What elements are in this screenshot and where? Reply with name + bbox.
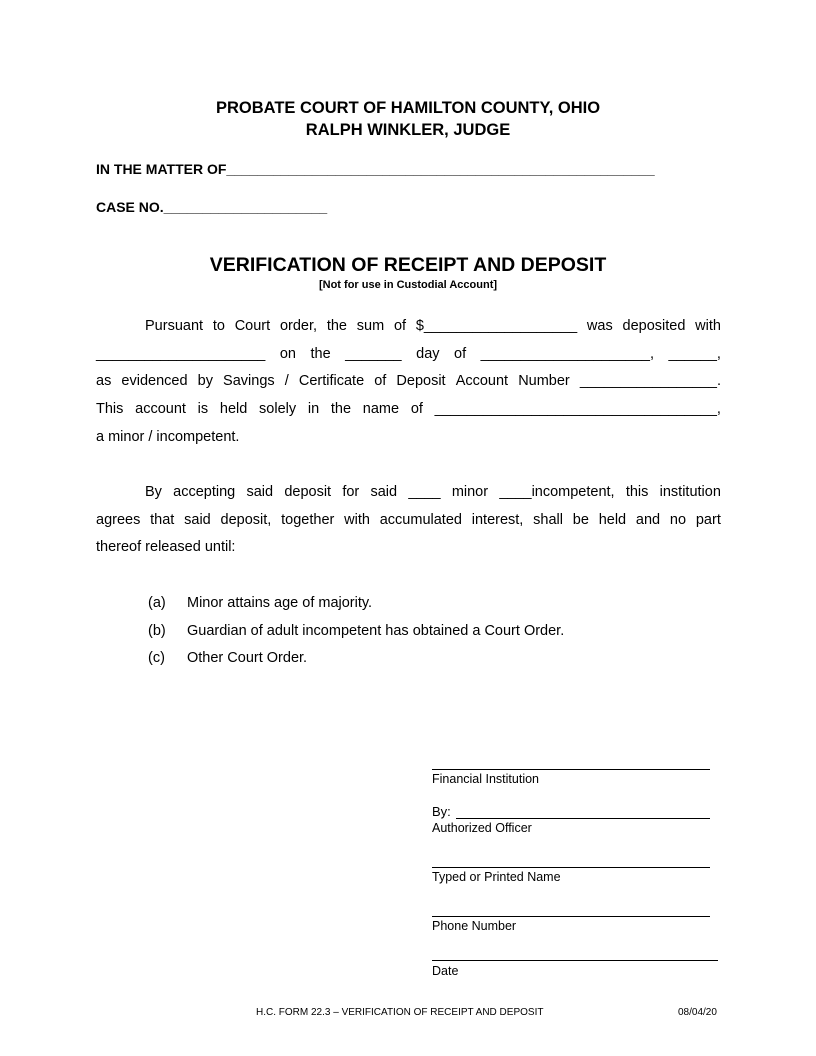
- word: was: [586, 318, 613, 334]
- condition-text: Minor attains age of majority.: [187, 595, 373, 611]
- word: _____________________: [96, 345, 266, 362]
- condition-item: [148, 645, 564, 673]
- word: sum: [356, 318, 385, 334]
- word: Pursuant: [145, 318, 204, 334]
- word: said: [184, 511, 211, 528]
- phone-number-label: Phone Number: [432, 919, 517, 933]
- word: agrees: [96, 511, 141, 528]
- condition-text: Guardian of adult incompetent has obtained a Court Order.: [187, 622, 565, 639]
- word: as: [96, 373, 112, 390]
- word: for: [342, 484, 360, 500]
- word: order,: [279, 318, 318, 334]
- word: name: [362, 401, 400, 418]
- word: the: [310, 345, 331, 362]
- paragraph1-line3: [96, 368, 721, 396]
- date-line[interactable]: [432, 960, 718, 961]
- word: and: [635, 511, 661, 528]
- word: solely: [259, 401, 297, 418]
- word: minor: [451, 484, 489, 500]
- word: _________________.: [579, 373, 721, 390]
- word: that: [150, 511, 175, 528]
- word: account: [135, 401, 186, 418]
- form-subtitle: [Not for use in Custodial Account]: [318, 279, 498, 291]
- word: to: [212, 318, 225, 334]
- judge-name: RALPH WINKLER, JUDGE: [305, 121, 511, 139]
- conditions-list: [148, 590, 564, 673]
- word: deposit,: [220, 511, 272, 528]
- word: ______,: [668, 345, 721, 362]
- case-number-field[interactable]: CASE NO._____________________: [96, 199, 328, 215]
- condition-item: [148, 618, 564, 646]
- footer-form-name: H.C. FORM 22.3 – VERIFICATION OF RECEIPT AND DEPOSIT: [256, 1007, 544, 1018]
- word: said: [370, 484, 398, 500]
- word: in: [307, 401, 320, 418]
- condition-label: (c): [148, 650, 165, 667]
- word: of: [410, 401, 423, 418]
- paragraph2-line3: thereof released until:: [96, 539, 236, 556]
- word: no: [669, 511, 687, 528]
- footer-form-date: 08/04/20: [678, 1007, 717, 1018]
- word: Number: [518, 373, 570, 390]
- word: said: [246, 484, 274, 500]
- word: interest,: [471, 511, 524, 528]
- word: of: [374, 373, 387, 390]
- word: by: [197, 373, 213, 390]
- court-header: [0, 97, 816, 141]
- word: of: [393, 318, 407, 334]
- deposit-paragraph: [96, 313, 721, 452]
- word: _______: [345, 345, 402, 362]
- word: of: [454, 345, 467, 362]
- word: Deposit: [396, 373, 446, 390]
- word: $___________________: [415, 318, 578, 334]
- word: with: [344, 511, 370, 528]
- paragraph1-line2: [96, 341, 721, 369]
- word: evidenced: [121, 373, 188, 390]
- word: ____: [408, 484, 441, 500]
- condition-item: [148, 590, 564, 618]
- word: deposit: [284, 484, 332, 500]
- authorized-officer-line[interactable]: [456, 818, 710, 819]
- paragraph2-line1: [96, 479, 721, 507]
- paragraph1-line5: a minor / incompetent.: [96, 428, 240, 445]
- typed-name-line[interactable]: [432, 867, 710, 868]
- condition-label: (b): [148, 622, 166, 639]
- word: the: [330, 401, 352, 418]
- word: held: [219, 401, 248, 418]
- word: held: [598, 511, 627, 528]
- word: accepting: [173, 484, 236, 500]
- date-label: Date: [432, 964, 459, 978]
- form-title: VERIFICATION OF RECEIPT AND DEPOSIT: [209, 254, 607, 276]
- paragraph1-line1: [96, 313, 721, 341]
- word: _____________________,: [480, 345, 654, 362]
- word: By: [145, 484, 162, 500]
- word: ___________________________________,: [434, 401, 721, 418]
- typed-name-label: Typed or Printed Name: [432, 870, 561, 884]
- word: institution: [659, 484, 721, 500]
- word: shall: [533, 511, 563, 528]
- release-paragraph: [96, 479, 721, 562]
- word: with: [695, 318, 721, 334]
- paragraph1-line4: [96, 396, 721, 424]
- word: the: [326, 318, 347, 334]
- word: This: [96, 401, 124, 418]
- word: deposited: [622, 318, 686, 334]
- authorized-officer-label: Authorized Officer: [432, 821, 532, 835]
- condition-text: Other Court Order.: [187, 650, 308, 667]
- financial-institution-label: Financial Institution: [432, 772, 540, 786]
- financial-institution-line[interactable]: [432, 769, 710, 770]
- by-label: By:: [432, 804, 451, 819]
- word: /: [284, 373, 289, 390]
- word: on: [279, 345, 296, 362]
- word: Court: [234, 318, 271, 334]
- phone-number-line[interactable]: [432, 916, 710, 917]
- word: ____incompetent,: [499, 484, 615, 500]
- word: Account: [455, 373, 509, 390]
- matter-field[interactable]: IN THE MATTER OF_______________________________________________________: [96, 161, 655, 177]
- word: accumulated: [379, 511, 462, 528]
- word: be: [572, 511, 589, 528]
- paragraph2-line2: [96, 507, 721, 535]
- word: Savings: [223, 373, 275, 390]
- word: day: [416, 345, 440, 362]
- word: together: [281, 511, 335, 528]
- word: is: [197, 401, 209, 418]
- condition-label: (a): [148, 595, 166, 611]
- word: this: [625, 484, 649, 500]
- court-name: PROBATE COURT OF HAMILTON COUNTY, OHIO: [215, 99, 601, 117]
- word: part: [695, 511, 721, 528]
- word: Certificate: [298, 373, 365, 390]
